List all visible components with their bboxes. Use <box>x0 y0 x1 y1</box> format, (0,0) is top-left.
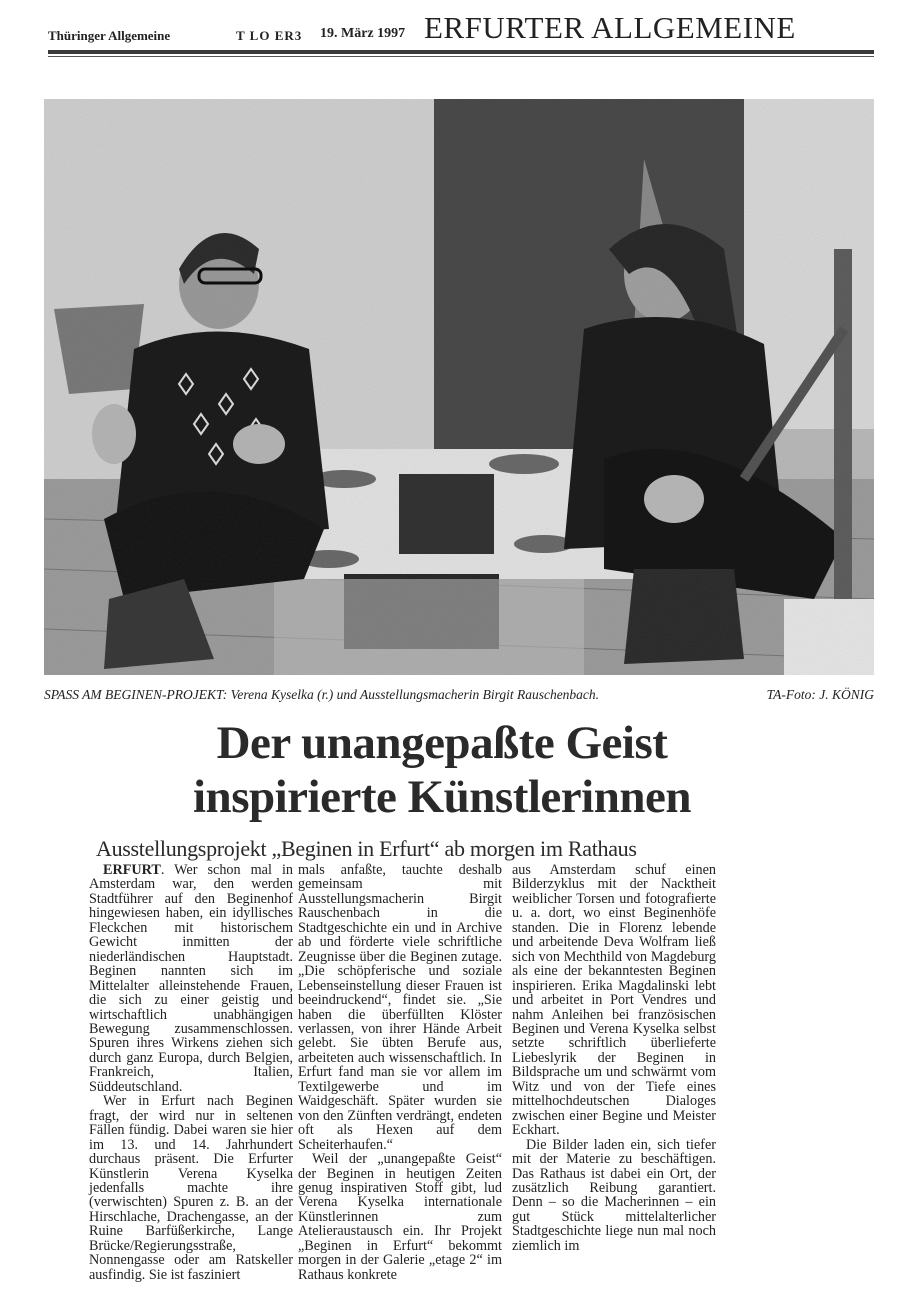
masthead <box>48 10 874 45</box>
paragraph: Die Bilder laden ein, sich tiefer mit der Materie zu beschäftigen. Das Rathaus ist dabei ein Ort, der zusätzlich Reibung garantiert. Denn – so die Macherinnen – ein gut Stück mittelalterlicher Stadtgeschichte liege nun mal noch ziemlich im <box>512 1136 716 1254</box>
paragraph: Weil der „unangepaßte Geist“ der Beginen in heutigen Zeiten genug inspirativen Stoff gibt, lud Verena Kyselka internationale Künstlerinnen zum Atelieraustausch ein. Ihr Projekt „Beginen in Erfurt“ bekommt morgen in der Galerie „etage 2“ im Rathaus konkrete <box>298 1151 502 1283</box>
article-headline <box>92 716 792 824</box>
photo-caption <box>44 687 874 703</box>
article-column-1 <box>89 863 293 1282</box>
article-photo <box>44 99 874 675</box>
caption-text: SPASS AM BEGINEN-PROJEKT: Verena Kyselka (r.) und Ausstellungsmacherin Birgit Rauschenbach. <box>44 687 600 702</box>
paragraph-text: . Wer schon mal in Amsterdam war, den werden Stadtführer auf den Beginenhof hingewiesen haben, ein idyllisches Fleckchen mit historischem Gewicht inmitten der niederländischen Hauptstadt. Beginen nannten sich im Mittelalter alleinstehende Frauen, die sich zu einer geistig und wirtschaftlich unabhängigen Bewegung zusammenschlossen. Spuren ihres Wirkens ziehen sich durch ganz Europa, durch Belgien, Frankreich, Italien, Süddeutschland. <box>89 862 293 1095</box>
paragraph: aus Amsterdam schuf einen Bilderzyklus mit der Nacktheit weiblicher Torsen und fotografierte u. a. dort, wo einst Beginenhöfe standen. Die in Florenz lebende und arbeitende Deva Wolfram ließ sich von Mechthild von Magdeburg als eine der bekanntesten Beginen inspirieren. Erika Magdalinski lebt und arbeitet in Port Vendres und nahm Anleihen bei französischen Beginen und Verena Kyselka selbst setzte schriftlich überlieferte Liebeslyrik der Beginen in Bildsprache um und schwärmt vom Witz und von der Tiefe eines mittelhochdeutschen Dialoges zwischen einer Begine und Meister Eckhart. <box>512 862 716 1139</box>
article-subheadline: Ausstellungsprojekt „Beginen in Erfurt“ ab morgen im Rathaus <box>96 836 637 861</box>
newspaper-name: Thüringer Allgemeine <box>48 28 171 43</box>
photo-credit: TA-Foto: J. KÖNIG <box>766 687 874 702</box>
article-column-3 <box>512 863 716 1253</box>
paragraph: Wer in Erfurt nach Beginen fragt, der wird nur in seltenen Fällen fündig. Dabei waren sie hier im 13. und 14. Jahrhundert durchaus präsent. Die Erfurter Künstlerin Verena Kyselka jedenfalls machte ihre (verwischten) Spuren z. B. an der Hirschlache, Drachengasse, an der Ruine Barfüßerkirche, Lange Brücke/Regierungsstraße, Nonnengasse oder am Ratskeller ausfindig. Sie ist fasziniert <box>89 1093 293 1283</box>
paragraph <box>89 863 293 1094</box>
dateline: ERFURT <box>103 862 161 878</box>
headline-line-2: inspirierte Künstlerinnen <box>193 771 691 823</box>
photo-illustration <box>44 99 874 675</box>
edition-code: T LO ER3 <box>236 28 303 43</box>
masthead-rule <box>48 50 874 57</box>
article-column-2 <box>298 863 502 1282</box>
issue-date: 19. März 1997 <box>320 26 406 41</box>
paragraph: mals anfaßte, tauchte deshalb gemeinsam mit Ausstellungsmacherin Birgit Rauschenbach in die Stadtgeschichte ein und in Archive ab und förderte viele schriftliche Zeugnisse über die Beginen zutage. „Die schöpferische und soziale Lebenseinstellung dieser Frauen ist beeindruckend“, findet sie. „Sie haben die überfüllten Klöster verlassen, von ihrer Hände Arbeit gelebt. Sie übten Berufe aus, arbeiteten auch wissenschaftlich. In Erfurt fand man sie vor allem im Textilgewerbe und im Waidgeschäft. Später wurden sie von den Zünften verdrängt, endeten oft als Hexen auf dem Scheiterhaufen.“ <box>298 862 502 1153</box>
headline-line-1: Der unangepaßte Geist <box>216 717 668 769</box>
section-title: ERFURTER ALLGEMEINE <box>424 10 796 45</box>
